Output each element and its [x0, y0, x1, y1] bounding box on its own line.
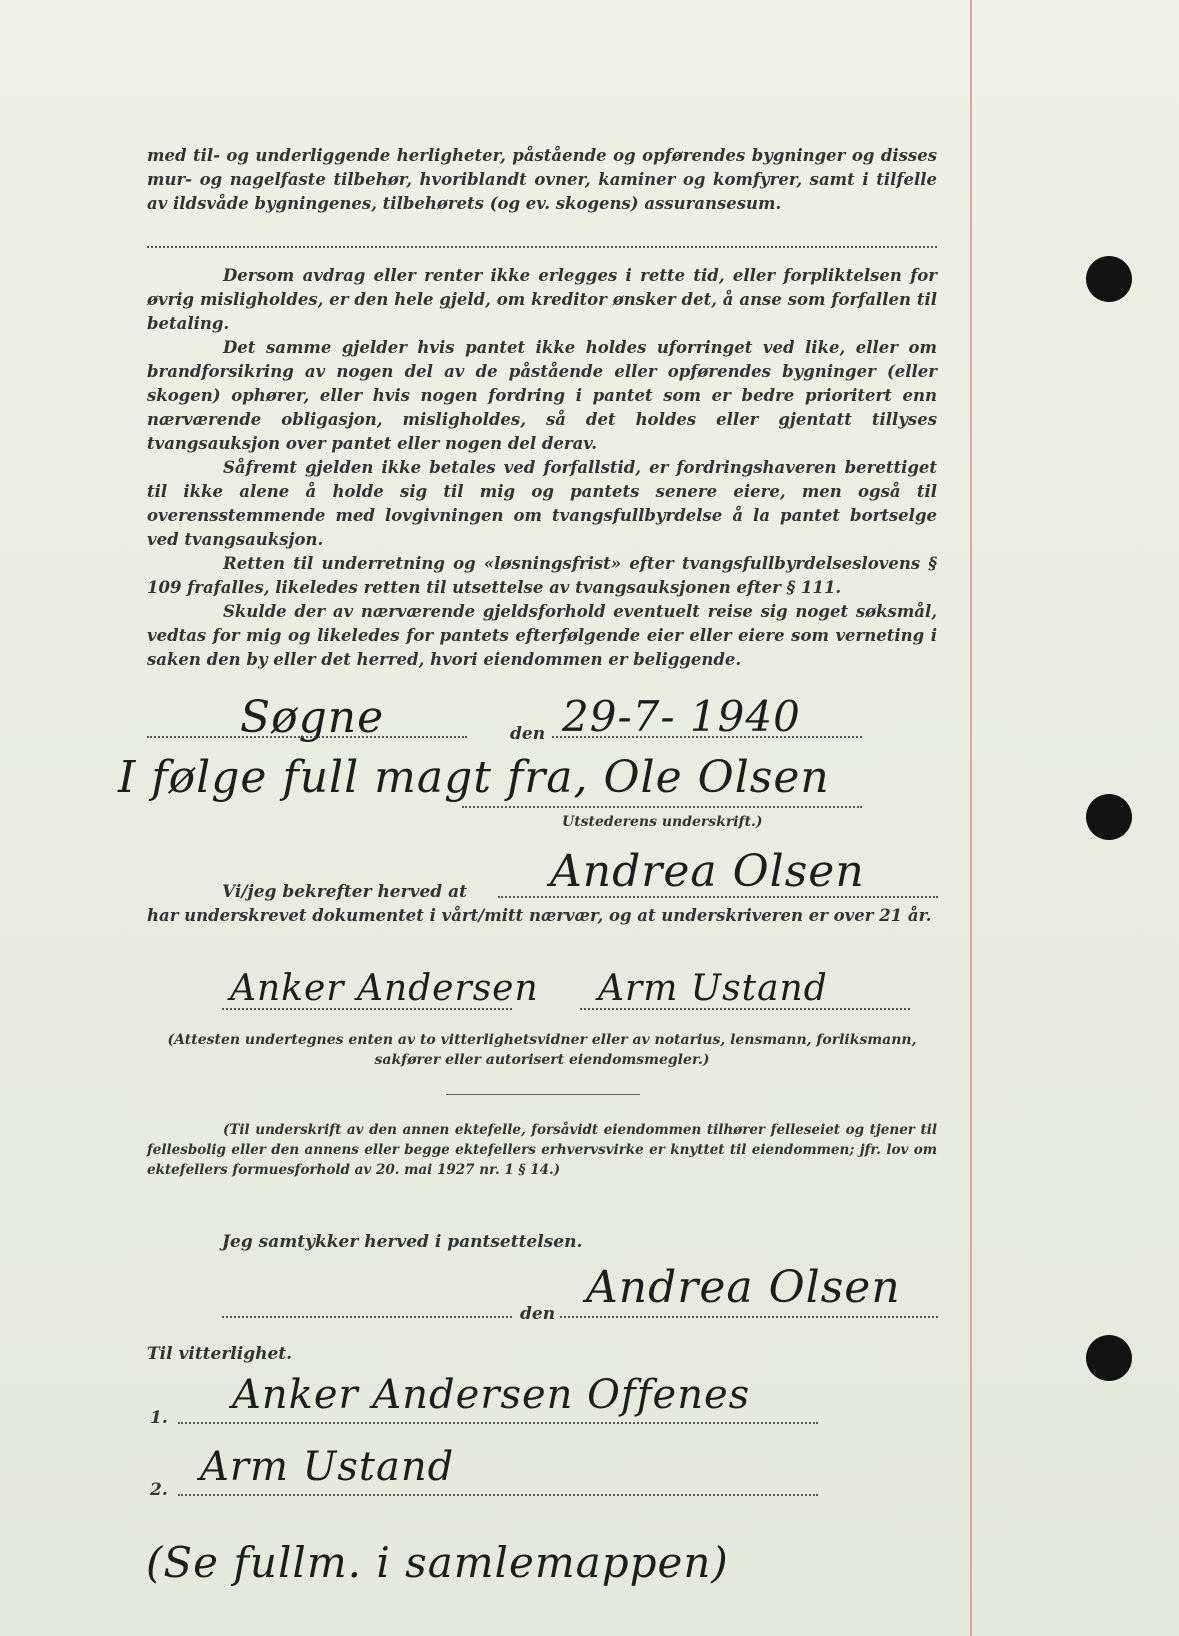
witness-line-1 [178, 1422, 818, 1424]
property-clause [147, 144, 937, 216]
consent-text: Jeg samtykker herved i pantsettelsen. [222, 1232, 583, 1252]
punch-hole-icon [1086, 256, 1132, 302]
punch-hole-icon [1086, 1335, 1132, 1381]
witness-number-2: 2. [150, 1480, 168, 1500]
punch-hole-icon [1086, 794, 1132, 840]
proxy-reference-note: (Se fullm. i samlemappen) [146, 1538, 729, 1587]
place-handwriting: Søgne [240, 692, 385, 743]
red-margin-line [970, 0, 972, 1636]
witness-signature-1: Anker Andersen Offenes [232, 1372, 751, 1418]
term-paragraph: Retten til underretning og «løsningsfrist» efter tvangsfullbyrdelseslovens § 109 frafalles, likeledes retten til utsettelse av tvangsauksjonen efter § 111. [147, 554, 937, 597]
spouse-place-dotted-line [222, 1316, 512, 1318]
term-paragraph: Dersom avdrag eller renter ikke erlegges i rette tid, eller forpliktelsen for øvrig misligholdes, er den hele gjeld, om kreditor ønsker det, å anse som forfallen til betaling. [147, 266, 937, 333]
witness-signature-2: Arm Ustand [200, 1444, 455, 1490]
witness1-dotted-line [222, 1008, 512, 1010]
witness2-signature: Arm Ustand [598, 968, 828, 1009]
date-handwriting: 29-7- 1940 [562, 692, 801, 741]
place-dotted-line [147, 736, 467, 738]
issuer-dotted-line [462, 806, 862, 808]
term-paragraph: Såfremt gjelden ikke betales ved forfallstid, er fordringshaveren berettiget til ikke alene å holde sig til mig og pantets senere eiere, men også til overensstemmende med lovgivningen om tvangsfullbyrdelse å la pantet bortselge ved tvangsauksjon. [147, 458, 937, 549]
signer-dotted-line [498, 896, 938, 898]
term-paragraph: Det samme gjelder hvis pantet ikke holdes uforringet ved like, eller om brandforsikring av nogen del av de påstående eller opførendes bygninger (eller skogen) ophører, eller hvis nogen fordring i pantet som er bedre prioritert enn nærværende obligasjon, misligholdes, så det holdes eller gjentatt tillyses tvangsauksjon over pantet eller nogen del derav. [147, 338, 937, 453]
vijeg-label: Vi/jeg bekrefter herved at [222, 882, 467, 902]
den-label: den [510, 724, 546, 744]
witness1-signature: Anker Andersen [230, 968, 539, 1009]
witness2-dotted-line [580, 1008, 910, 1010]
signer-handwriting: Andrea Olsen [550, 846, 865, 897]
spouse-note: (Til underskrift av den annen ektefelle, forsåvidt eiendommen tilhører felleseiet og tjener til fellesbolig eller den annens eller begge ektefellers erhvervsvirke er knyttet til eiendommen; jfr. lov om ektefellers formuesforhold av 20. mai 1927 nr. 1 § 14.) [147, 1122, 937, 1178]
witness-number-1: 1. [150, 1408, 168, 1428]
separator-rule [446, 1094, 640, 1095]
spouse-signature: Andrea Olsen [586, 1262, 901, 1313]
dotted-separator [147, 246, 937, 248]
issuer-caption: Utstederens underskrift.) [562, 814, 763, 830]
term-paragraph: Skulde der av nærværende gjeldsforhold eventuelt reise sig noget søksmål, vedtas for mig og likeledes for pantets efterfølgende eier eller eiere som verneting i saken den by eller det herred, hvori eiendommen er beliggende. [147, 602, 937, 669]
spouse-den-label: den [520, 1304, 556, 1324]
spouse-date-dotted-line [560, 1316, 938, 1318]
property-clause-text: med til- og underliggende herligheter, påstående og opførendes bygninger og disses mur- og nagelfaste tilbehør, hvoriblandt ovner, kaminer og komfyrer, samt i tilfelle av ildsvåde bygningenes, tilbehørets (og ev. skogens) assuransesum. [147, 146, 937, 213]
witness-line-2 [178, 1494, 818, 1496]
terms-section [147, 264, 937, 672]
attest-note: (Attesten undertegnes enten av to vitterlighetsvidner eller av notarius, lensmann, forliksmann, sakfører eller autorisert eiendomsmegler.) [167, 1032, 917, 1068]
witness-heading: Til vitterlighet. [147, 1344, 293, 1364]
confirm-paragraph [147, 904, 937, 928]
confirm-text: har underskrevet dokumentet i vårt/mitt nærvær, og at underskriveren er over 21 år. [147, 906, 932, 925]
proxy-signature: I følge full magt fra, Ole Olsen [118, 752, 830, 803]
